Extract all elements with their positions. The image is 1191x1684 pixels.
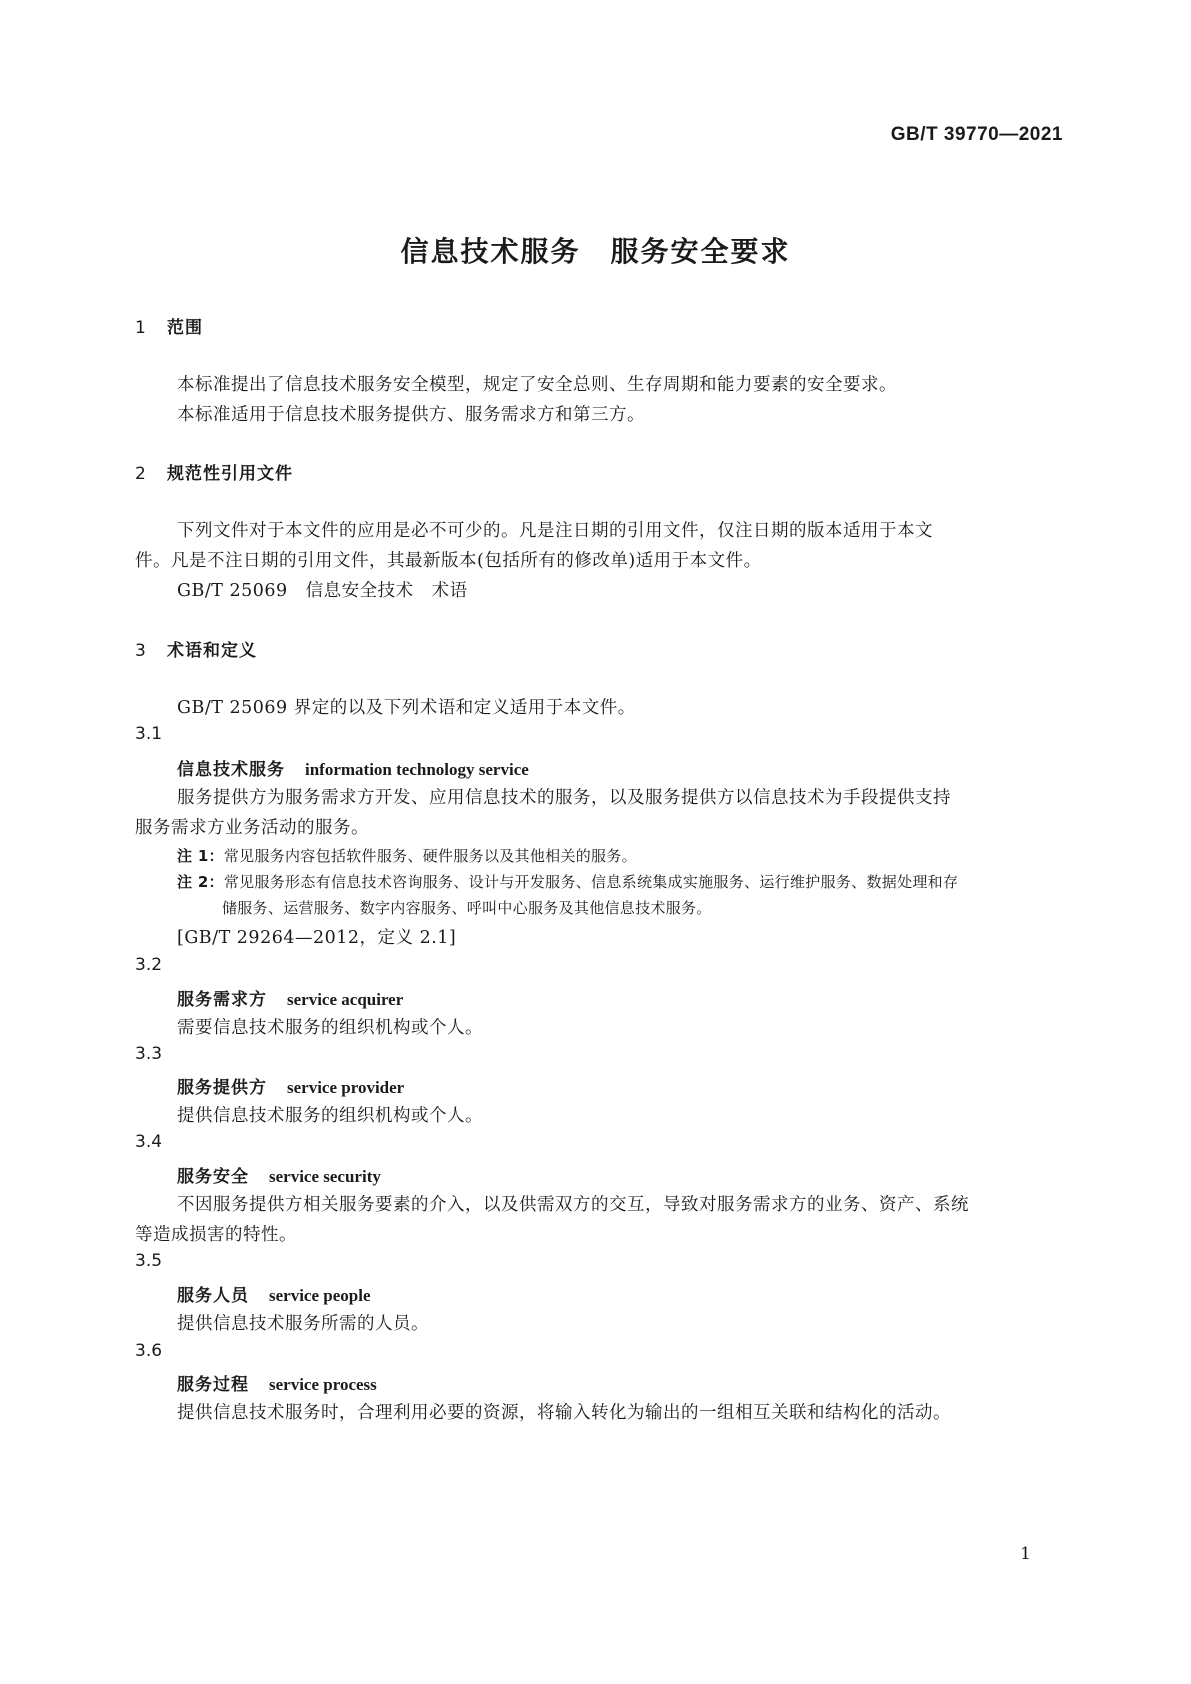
term-en: service provider	[287, 1078, 405, 1097]
term-definition: 提供信息技术服务的组织机构或个人。	[177, 1106, 483, 1126]
term-heading	[177, 755, 529, 780]
note-label: 注 1：	[177, 847, 224, 865]
term-definition: 等造成损害的特性。	[135, 1225, 297, 1245]
term-number: 3.3	[135, 1044, 163, 1064]
term-definition: 提供信息技术服务所需的人员。	[177, 1314, 429, 1334]
term-en: service people	[269, 1286, 371, 1305]
term-number: 3.6	[135, 1341, 163, 1361]
standard-code: GB/T 39770—2021	[890, 124, 1063, 145]
term-en: information technology service	[305, 760, 529, 779]
term-heading	[177, 985, 403, 1010]
term-zh: 服务需求方	[177, 990, 267, 1010]
document-title: 信息技术服务 服务安全要求	[400, 235, 791, 268]
term-number: 3.5	[135, 1251, 163, 1271]
term-en: service process	[269, 1375, 377, 1394]
term-zh: 服务人员	[177, 1286, 249, 1306]
section-title: 术语和定义	[167, 641, 257, 661]
term-heading	[177, 1073, 404, 1098]
section-title: 范围	[167, 318, 203, 338]
section-number: 1	[135, 318, 147, 338]
page-number: 1	[1020, 1544, 1031, 1564]
paragraph: 本标准提出了信息技术服务安全模型，规定了安全总则、生存周期和能力要素的安全要求。	[177, 375, 897, 395]
term-definition: 提供信息技术服务时，合理利用必要的资源，将输入转化为输出的一组相互关联和结构化的活动。	[177, 1403, 951, 1423]
section-1-heading	[135, 313, 203, 338]
section-title: 规范性引用文件	[167, 464, 293, 484]
paragraph: 本标准适用于信息技术服务提供方、服务需求方和第三方。	[177, 405, 645, 425]
term-definition: 服务提供方为服务需求方开发、应用信息技术的服务，以及服务提供方以信息技术为手段提供支持	[177, 788, 951, 808]
term-heading	[177, 1370, 377, 1395]
note-label: 注 2：	[177, 873, 224, 891]
term-number: 3.4	[135, 1132, 163, 1152]
section-number: 2	[135, 464, 147, 484]
term-definition: 需要信息技术服务的组织机构或个人。	[177, 1018, 483, 1038]
term-zh: 信息技术服务	[177, 760, 285, 780]
term-heading	[177, 1281, 371, 1306]
note	[177, 845, 637, 866]
term-definition: 不因服务提供方相关服务要素的介入，以及供需双方的交互，导致对服务需求方的业务、资产、系统	[177, 1195, 969, 1215]
note	[177, 871, 958, 892]
paragraph: 件。凡是不注日期的引用文件，其最新版本(包括所有的修改单)适用于本文件。	[135, 551, 762, 571]
normative-reference: GB/T 25069 信息安全技术 术语	[177, 581, 468, 601]
note-text: 常见服务形态有信息技术咨询服务、设计与开发服务、信息系统集成实施服务、运行维护服务、数据处理和存	[223, 873, 959, 891]
term-en: service security	[269, 1167, 381, 1186]
term-zh: 服务安全	[177, 1167, 249, 1187]
paragraph: GB/T 25069 界定的以及下列术语和定义适用于本文件。	[177, 698, 636, 718]
section-3-heading	[135, 636, 257, 661]
section-number: 3	[135, 641, 147, 661]
paragraph: 下列文件对于本文件的应用是必不可少的。凡是注日期的引用文件，仅注日期的版本适用于本文	[177, 521, 933, 541]
term-definition: 服务需求方业务活动的服务。	[135, 818, 369, 838]
term-en: service acquirer	[287, 990, 404, 1009]
note-continuation: 储服务、运营服务、数字内容服务、呼叫中心服务及其他信息技术服务。	[222, 899, 712, 917]
term-number: 3.2	[135, 955, 163, 975]
term-zh: 服务提供方	[177, 1078, 267, 1098]
term-heading	[177, 1162, 381, 1187]
term-source: [GB/T 29264—2012，定义 2.1]	[177, 928, 457, 948]
term-zh: 服务过程	[177, 1375, 249, 1395]
note-text: 常见服务内容包括软件服务、硬件服务以及其他相关的服务。	[223, 847, 637, 865]
section-2-heading	[135, 459, 293, 484]
term-number: 3.1	[135, 724, 163, 744]
